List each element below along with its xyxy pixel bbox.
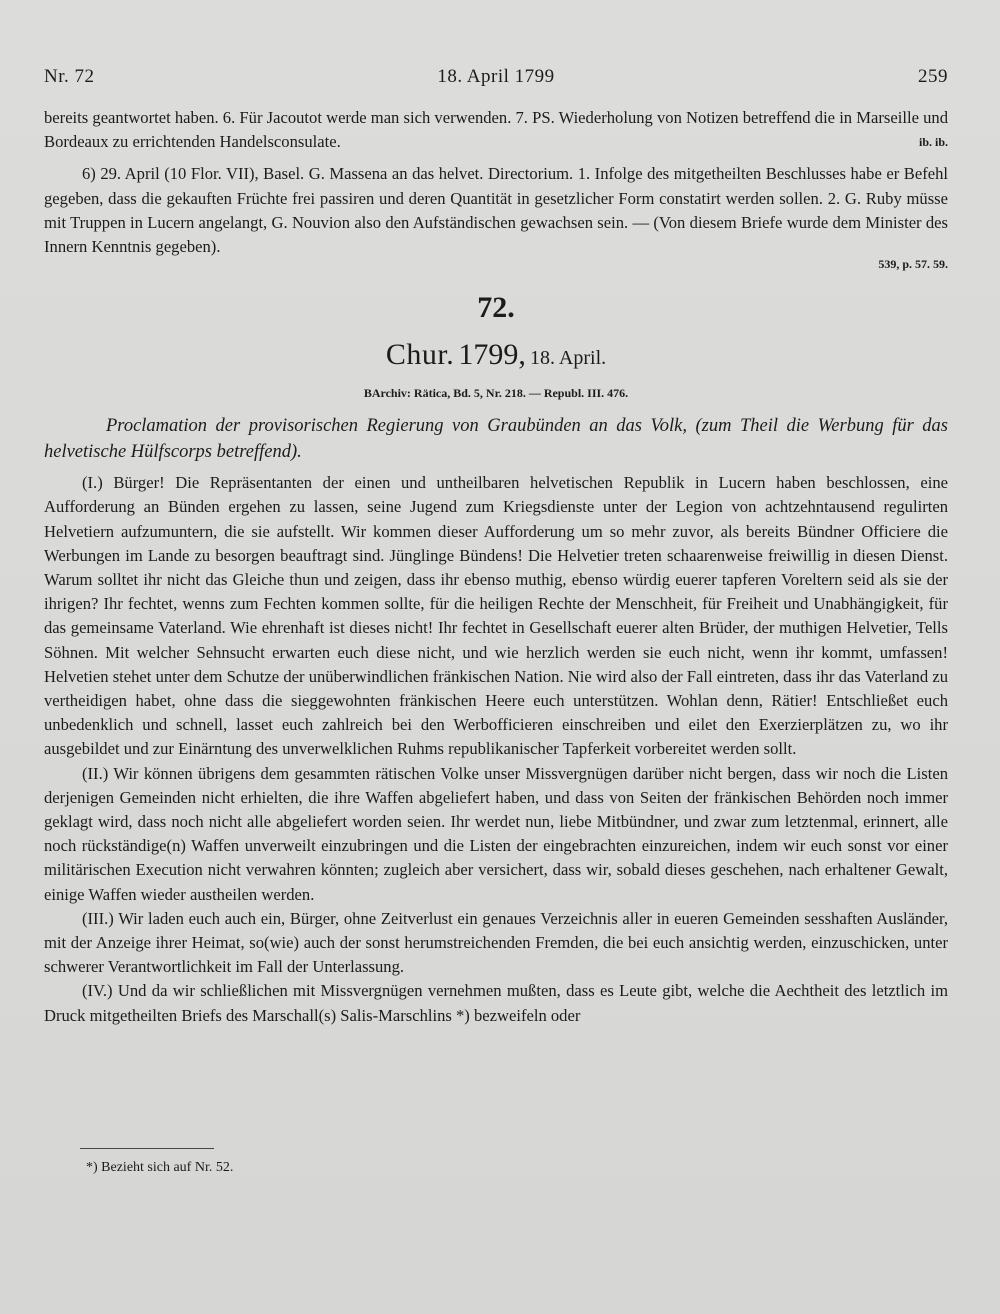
footnote: *) Bezieht sich auf Nr. 52. — [86, 1160, 234, 1175]
document-title: Proclamation der provisorischen Regierung von Graubünden an das Volk, (zum Theil die Werbung für das helvetische Hülfscorps betreffend). — [44, 416, 948, 463]
document-number: 72. — [477, 291, 515, 325]
regest-paragraph: 6) 29. April (10 Flor. VII), Basel. G. Massena an das helvet. Directorium. 1. Infolge des mitgetheilten Beschlusses habe er Befehl gegeben, dass die gekauften Früchte frei passiren und deren Quantität in gesetzlicher Form constatirt werden sollen. 2. G. Ruby müsse mit Truppen in Lucern angelangt, G. Nouvion also den Aufständischen gewachsen sein. — (Von diesem Briefe wurde dem Minister des Innern Kenntnis gegeben). — [44, 164, 948, 257]
section-4: (IV.) Und da wir schließlichen mit Missvergnügen vernehmen mußten, dass es Leute gibt, welche die Aechtheit des letztlich im Druck mitgetheilten Briefs des Marschall(s) Salis-Marschlins *) bezweifeln oder — [44, 981, 948, 1025]
section-2: (II.) Wir können übrigens dem gesammten rätischen Volke unser Missvergnügen darüber nicht bergen, dass wir noch die Listen derjenigen Gemeinden nicht erhielten, die ihre Waffen abgeliefert haben, und dass von Seiten der fränkischen Behörden noch immer geklagt wird, dass noch nicht alle abgeliefert worden seien. Ihr werdet nun, liebe Mitbündner, und zwar zum letztenmal, erinnert, alle noch rückständige(n) Waffen unverweilt einzubringen und die Listen der eingebrachten einzureichen, indem wir euch sonst vor einer militärischen Execution nicht verwahren könnten; zugleich aber versichert, dass wir, sobald dieses geschehen, nach erhaltener Gewalt, einige Waffen wieder austheilen werden. — [44, 763, 948, 904]
regest-reference: 539, p. 57. 59. — [878, 257, 948, 272]
footnote-divider — [80, 1148, 214, 1149]
running-header — [44, 66, 948, 92]
previous-entry-paragraph — [44, 106, 948, 154]
previous-entry-text: bereits geantwortet haben. 6. Für Jacoutot werde man sich verwenden. 7. PS. Wiederholung von Notizen betreffend die in Marseille und Bordeaux zu errichtenden Handelsconsulate. — [44, 108, 948, 152]
document-date: 18. April. — [530, 347, 607, 370]
page-number: 259 — [918, 66, 948, 87]
section-3: (III.) Wir laden euch auch ein, Bürger, ohne Zeitverlust ein genaues Verzeichnis aller in eueren Gemeinden sesshaften Ausländer, mit der Anzeige ihrer Heimat, so(wie) auch der sonst herumstreichenden Fremden, die bei euch ansichtig werden, einzuschicken, unter schwerer Verantwortlichkeit im Fall der Unterlassung. — [44, 908, 948, 977]
document-dateline — [44, 333, 948, 381]
section-1: (I.) Bürger! Die Repräsentanten der einen und untheilbaren helvetischen Republik in Lucern haben beschlossen, eine Aufforderung an Bünden ergehen zu lassen, seine Jugend zum Kriegsdienste unter der Legion von achtzehntausend regulirten Helvetiern aufzumuntern, die sie aufstellt. Wir kommen dieser Aufforderung um so mehr zuvor, als bereits Bündner Officiere die Werbungen im Lande zu besorgen beauftragt sind. Jünglinge Bündens! Die Helvetier treten schaarenweise freiwillig in diesen Dienst. Warum solltet ihr nicht das Gleiche thun und zeigen, dass ihr ebenso muthig, ebenso würdig euerer tapferen Voreltern seid als sie der ihrigen? Ihr fechtet, wenns zum Fechten kommen sollte, für die heiligen Rechte der Menschheit, für Freiheit und Unabhängigkeit, für das gemeinsame Vaterland. Wie ehrenhaft ist dieses nicht! Ihr fechtet in Gesellschaft euerer alten Brüder, der muthigen Helvetier, Tells Söhnen. Mit welcher Sehnsucht erwarten euch diese nicht, und wie herzlich werden sie euch nicht, wenn ihr kommt, umfassen! Helvetien stehet unter dem Schutze der unüberwindlichen fränkischen Nation. Nie wird also der Fall eintreten, dass ihr das Vaterland zu vertheidigen habet, ohne dass die sieggewohnten fränkischen Heere euch unterstützen. Wohlan denn, Rätier! Entschließet euch unbedenklich und schnell, lasset euch zahlreich bei den Werbofficieren einschreiben und eilet den Exerzierplätzen zu, wo ihr ausgebildet und zur Einärntung des unverwelklichen Ruhms republikanischer Tapferkeit vorbereitet werden sollt. — [44, 473, 948, 759]
header-date: 18. April 1799 — [437, 66, 555, 87]
document-place: Chur. — [385, 338, 455, 372]
document-year: 1799, — [458, 338, 526, 372]
header-document-number: Nr. 72 — [44, 66, 95, 87]
archive-reference: BArchiv: Rätica, Bd. 5, Nr. 218. — Republ. III. 476. — [363, 386, 629, 401]
page-body — [44, 106, 948, 1028]
previous-entry-reference: ib. ib. — [918, 135, 948, 150]
